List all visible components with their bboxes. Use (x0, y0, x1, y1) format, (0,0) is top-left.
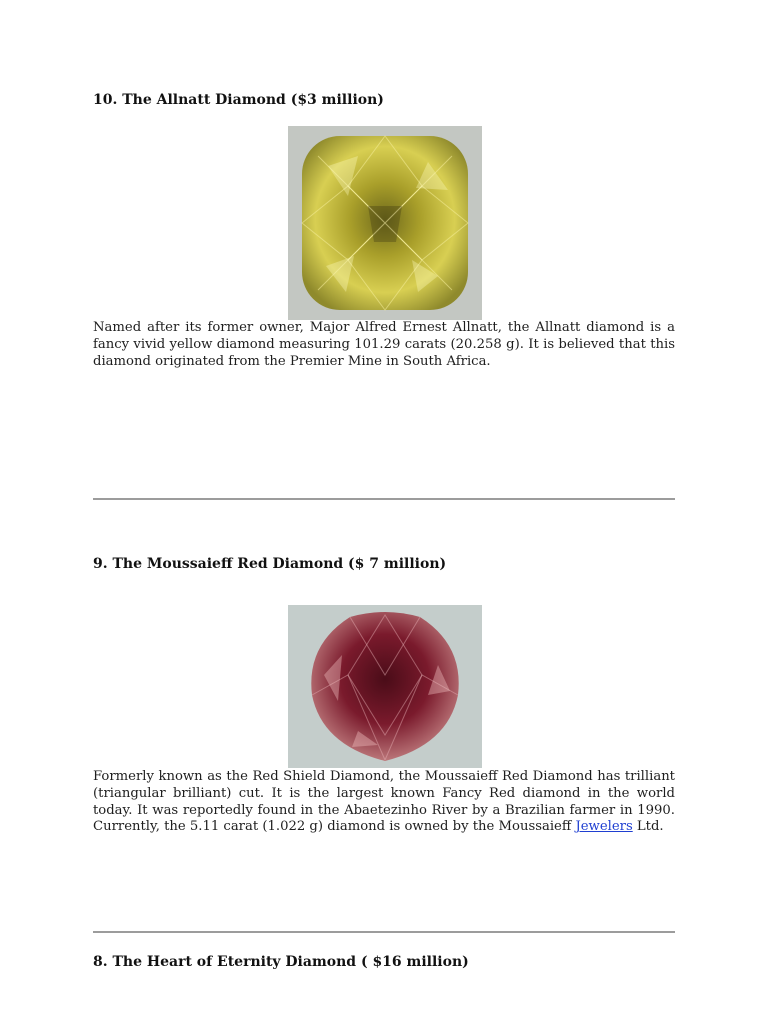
moussaieff-red-diamond-image (288, 605, 482, 768)
section-heading-allnatt: 10. The Allnatt Diamond ($3 million) (93, 92, 384, 108)
moussaieff-text-after-link: Ltd. (632, 819, 664, 835)
section-divider (93, 498, 675, 500)
section-heading-moussaieff: 9. The Moussaieff Red Diamond ($ 7 million) (93, 556, 447, 572)
section-divider (93, 931, 675, 933)
jewelers-link[interactable]: Jewelers (575, 819, 633, 835)
allnatt-description: Named after its former owner, Major Alfred Ernest Allnatt, the Allnatt diamond is a fancy vivid yellow diamond measuring 101.29 carats (20.258 g). It is believed that this diamond originated from the Premier Mine in South Africa. (93, 320, 675, 369)
section-heading-heart-of-eternity: 8. The Heart of Eternity Diamond ( $16 million) (93, 954, 469, 970)
moussaieff-description (93, 769, 675, 836)
allnatt-diamond-image (288, 126, 482, 320)
moussaieff-text-before-link: Formerly known as the Red Shield Diamond, the Moussaieff Red Diamond has trilliant (triangular brilliant) cut. It is the largest known Fancy Red diamond in the world today. It was reportedly found in the Abaetezinho River by a Brazilian farmer in 1990. Currently, the 5.11 carat (1.022 g) diamond is owned by the Moussaieff (93, 769, 675, 835)
